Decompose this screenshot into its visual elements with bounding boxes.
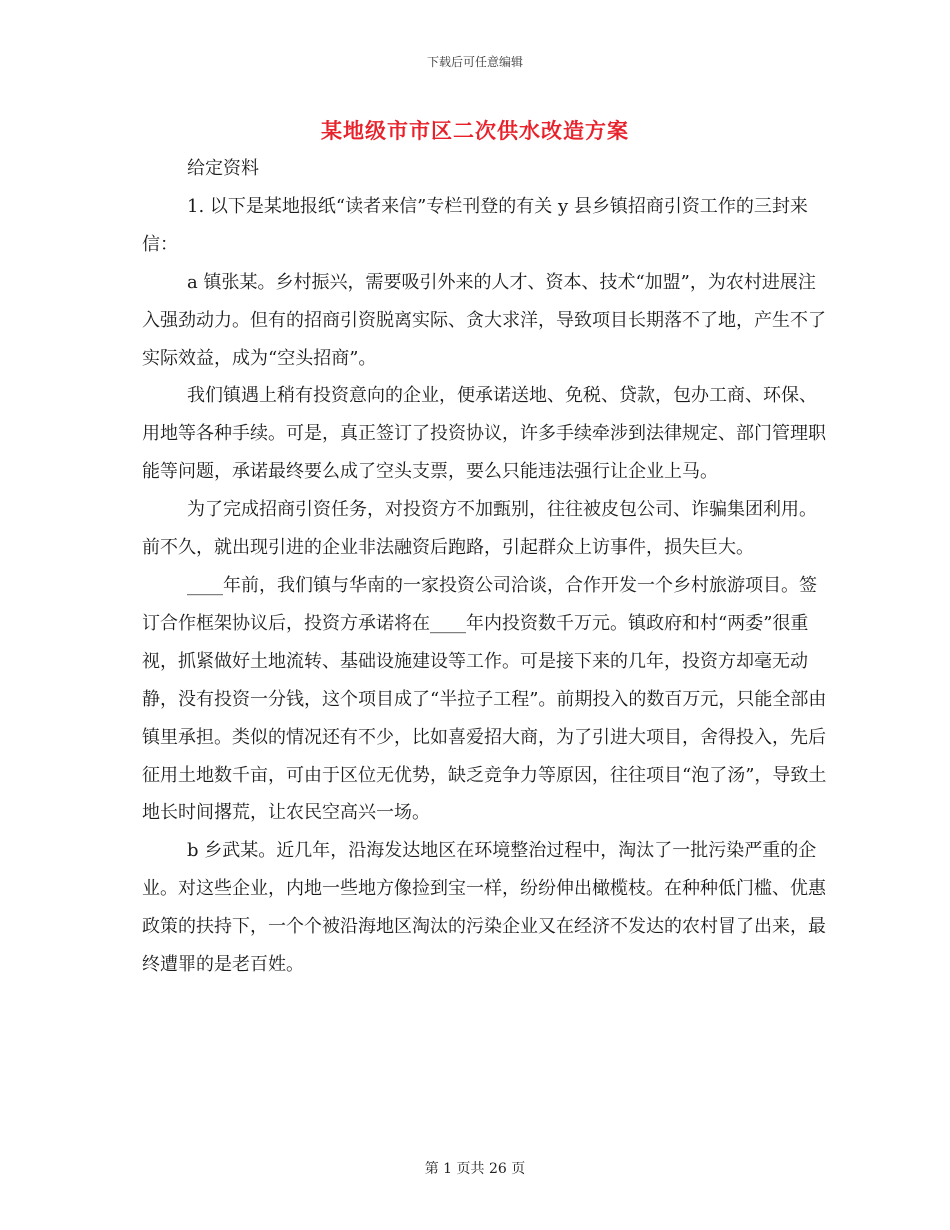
paragraph-given-materials: 给定资料 bbox=[187, 158, 259, 179]
paragraph-letter-a: a 镇张某。乡村振兴，需要吸引外来的人才、资本、技术“加盟”，为农村进展注入强劲动力。但有的招商引资脱离实际、贪大求洋，导致项目长期落不了地，产生不了实际效益，成为“空头招商”。 bbox=[142, 271, 826, 369]
paragraph-item-1: 1. 以下是某地报纸“读者来信”专栏刊登的有关 y 县乡镇招商引资工作的三封来信： bbox=[142, 195, 808, 255]
paragraph: 我们镇遇上稍有投资意向的企业，便承诺送地、免税、贷款，包办工商、环保、用地等各种手续。可是，真正签订了投资协议，许多手续牵涉到法律规定、部门管理职能等问题，承诺最终要么成了空头支票，要么只能违法强行让企业上马。 bbox=[142, 385, 826, 483]
paragraph-letter-b: b 乡武某。近几年，沿海发达地区在环境整治过程中，淘汰了一批污染严重的企业。对这些企业，内地一些地方像捡到宝一样，纷纷伸出橄榄枝。在种种低门槛、优惠政策的扶持下，一个个被沿海地区淘汰的污染企业又在经济不发达的农村冒了出来，最终遭罪的是老百姓。 bbox=[142, 840, 826, 976]
document-body bbox=[142, 150, 832, 984]
paragraph: ____年前，我们镇与华南的一家投资公司洽谈，合作开发一个乡村旅游项目。签订合作框架协议后，投资方承诺将在____年内投资数千万元。镇政府和村“两委”很重视，抓紧做好土地流转、基础设施建设等工作。可是接下来的几年，投资方却毫无动静，没有投资一分钱，这个项目成了“半拉子工程”。前期投入的数百万元，只能全部由镇里承担。类似的情况还有不少，比如喜爱招大商，为了引进大项目，舍得投入，先后征用土地数千亩，可由于区位无优势，缺乏竞争力等原因，往往项目“泡了汤”，导致土地长时间撂荒，让农民空高兴一场。 bbox=[142, 574, 827, 824]
paragraph: 为了完成招商引资任务，对投资方不加甄别，往往被皮包公司、诈骗集团利用。前不久，就出现引进的企业非法融资后跑路，引起群众上访事件，损失巨大。 bbox=[142, 499, 817, 559]
page-footer: 第 1 页共 26 页 bbox=[424, 1161, 526, 1177]
header-note: 下载后可任意编辑 bbox=[426, 55, 523, 69]
document-title: 某地级市市区二次供水改造方案 bbox=[321, 118, 629, 143]
